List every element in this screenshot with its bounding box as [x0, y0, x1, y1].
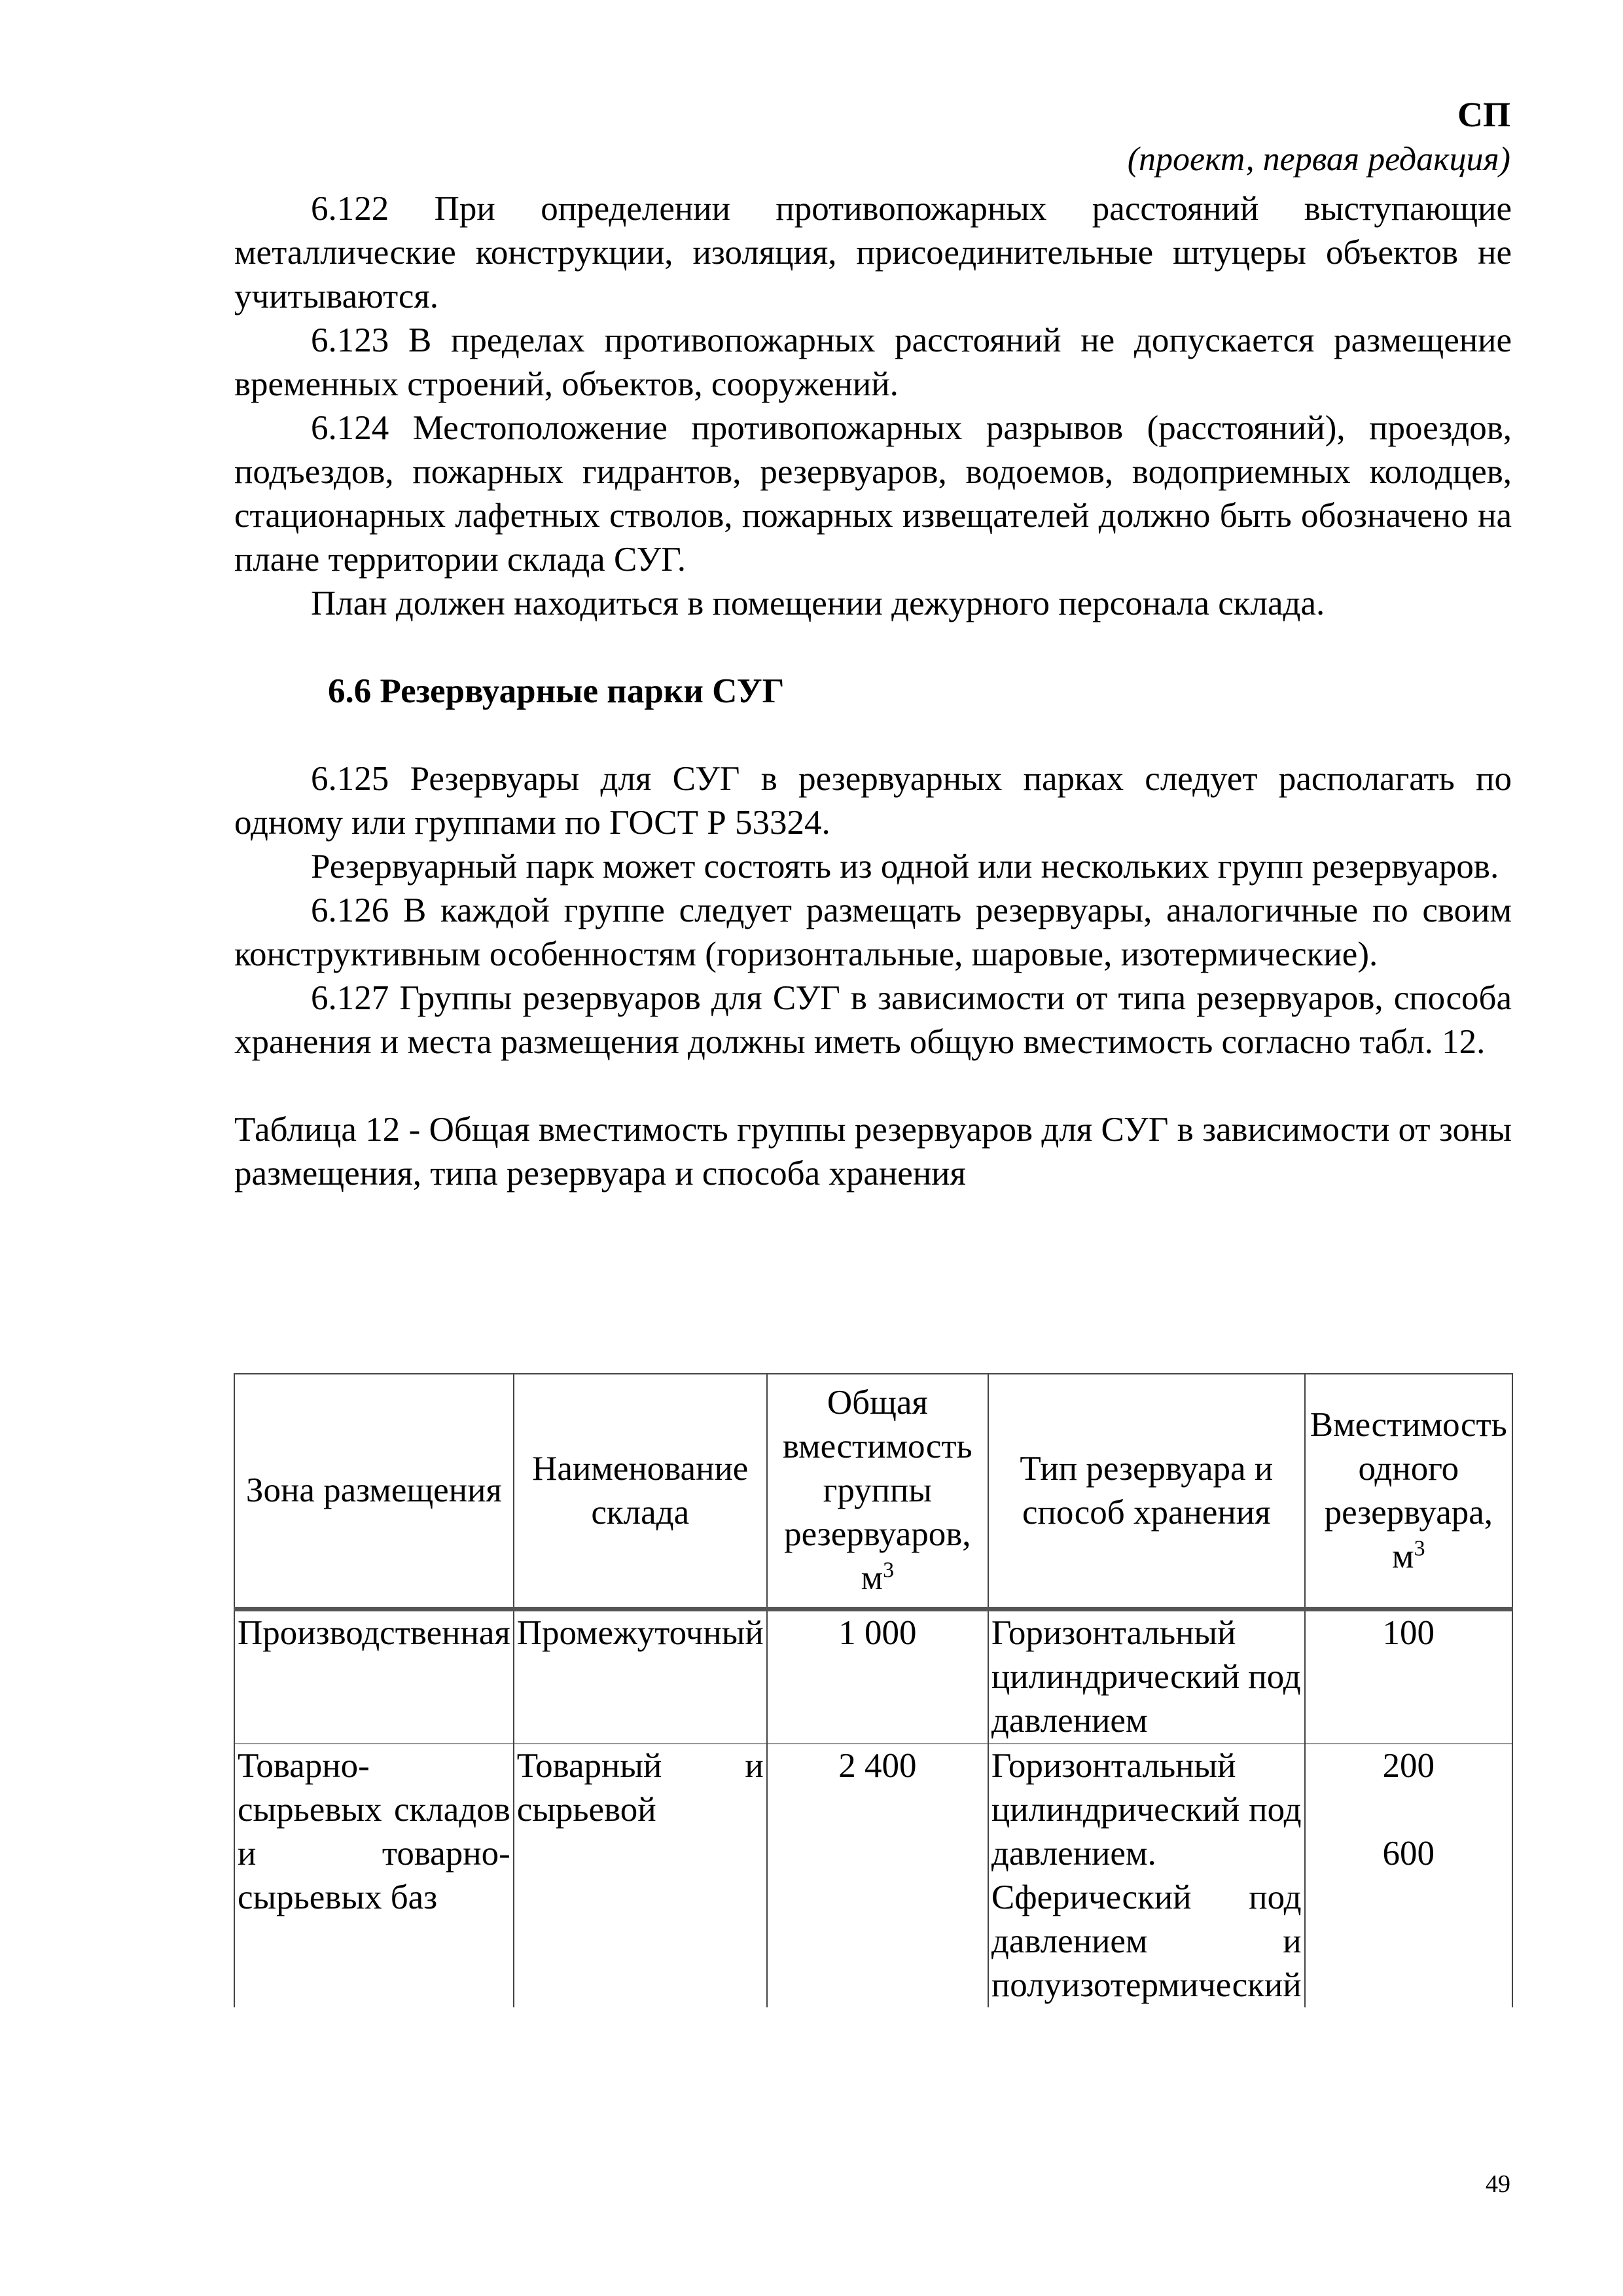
table-row: [234, 1609, 1512, 1744]
header-capacity-text: Общая вместимость группы резервуаров, м: [782, 1384, 972, 1597]
cell-name: Товарный и сырьевой: [514, 1744, 767, 2007]
paragraph-6-126: 6.126 В каждой группе следует размещать резервуары, аналогичные по своим конструктивным особенностям (горизонтальные, шаровые, изотермические).: [234, 891, 1512, 973]
cell-zone: Товарно-сырьевых складов и товарно-сырьевых баз: [234, 1744, 514, 2007]
cell-unit-second: 600: [1382, 1835, 1435, 1873]
header-unit-sup: 3: [1414, 1535, 1425, 1560]
document-edition: (проект, первая редакция): [1127, 141, 1510, 178]
capacity-table: [234, 1373, 1513, 2007]
header-type: Тип резервуара и способ хранения: [988, 1374, 1305, 1609]
section-title: 6.6 Резервуарные парки СУГ: [328, 672, 785, 710]
cell-unit: [1305, 1744, 1512, 2007]
cell-unit-first: 200: [1382, 1747, 1435, 1785]
cell-capacity: 2 400: [767, 1744, 988, 2007]
paragraph-park: Резервуарный парк может состоять из одной или нескольких групп резервуаров.: [311, 848, 1499, 886]
cell-zone: Производственная: [234, 1609, 514, 1744]
paragraph-6-123: 6.123 В пределах противопожарных расстояний не допускается размещение временных строений, объектов, сооружений.: [234, 321, 1512, 403]
paragraph-6-125: 6.125 Резервуары для СУГ в резервуарных парках следует располагать по одному или группами по ГОСТ Р 53324.: [234, 760, 1512, 842]
document-body: [234, 187, 1512, 1196]
paragraph-6-122: 6.122 При определении противопожарных расстояний выступающие металлические конструкции, изоляция, присоединительные штуцеры объектов не учитываются.: [234, 190, 1512, 315]
cell-unit-spacer: [1308, 1788, 1509, 1832]
table-row: [234, 1744, 1512, 2007]
paragraph-6-127: 6.127 Группы резервуаров для СУГ в зависимости от типа резервуаров, способа хранения и места размещения должны иметь общую вместимость согласно табл. 12.: [234, 979, 1512, 1061]
cell-unit: 100: [1305, 1609, 1512, 1744]
header-unit-capacity: [1305, 1374, 1512, 1609]
header-capacity-sup: 3: [883, 1558, 895, 1583]
paragraph-plan: План должен находиться в помещении дежурного персонала склада.: [311, 584, 1325, 622]
table-header-row: [234, 1374, 1512, 1609]
table-caption: Таблица 12 - Общая вместимость группы резервуаров для СУГ в зависимости от зоны размещения, типа резервуара и способа хранения: [234, 1111, 1512, 1193]
header-name: Наименование склада: [514, 1374, 767, 1609]
document-code: СП: [1457, 95, 1510, 134]
cell-type: Горизонтальный цилиндрический под давлением. Сферический под давлением и полуизотермический: [988, 1744, 1305, 2007]
header-unit-text: Вместимость одного резервуара, м: [1310, 1405, 1507, 1575]
header-zone: Зона размещения: [234, 1374, 514, 1609]
cell-capacity: 1 000: [767, 1609, 988, 1744]
paragraph-6-124: 6.124 Местоположение противопожарных разрывов (расстояний), проездов, подъездов, пожарных гидрантов, резервуаров, водоемов, водоприемных колодцев, стационарных лафетных стволов, пожарных извещателей должно быть обозначено на плане территории склада СУГ.: [234, 409, 1512, 579]
cell-type: Горизонтальный цилиндрический под давлением: [988, 1609, 1305, 1744]
page-number: 49: [1486, 2170, 1510, 2198]
cell-name: Промежуточный: [514, 1609, 767, 1744]
header-capacity: [767, 1374, 988, 1609]
